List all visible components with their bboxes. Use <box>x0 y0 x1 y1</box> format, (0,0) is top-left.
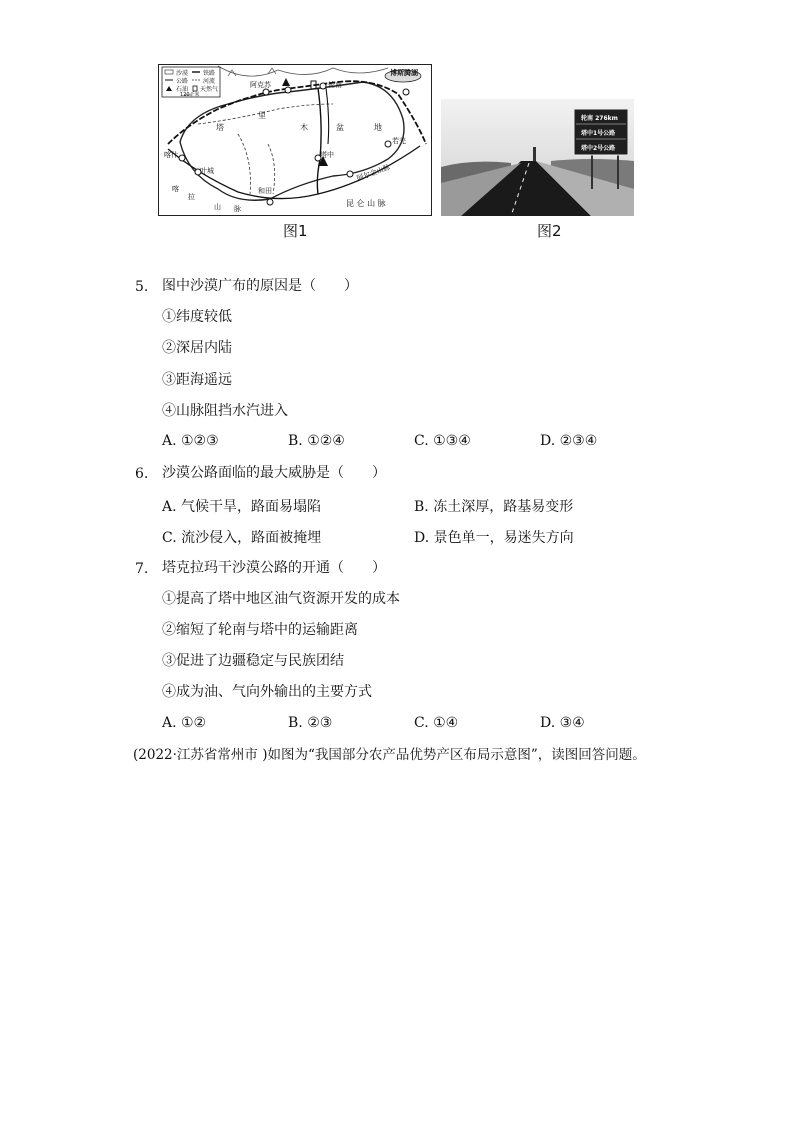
question-5-option-d[interactable]: D. ②③④ <box>540 433 598 449</box>
question-5-option-b[interactable]: B. ①②④ <box>288 433 345 449</box>
figure-2-caption: 图2 <box>537 222 562 240</box>
legend-scale: 120千米 <box>180 92 200 98</box>
question-5-option-c[interactable]: C. ①③④ <box>414 433 471 449</box>
sign-row-2: 塔中1号公路 <box>581 130 616 137</box>
question-6-stem: 沙漠公路面临的最大威胁是（ ） <box>162 465 386 481</box>
label-kunlun-mountains: 昆 仑 山 脉 <box>346 199 386 208</box>
question-5-item-4: ④山脉阻挡水汽进入 <box>162 403 288 419</box>
question-7-number: 7. <box>135 561 149 577</box>
legend-railway: 铁路 <box>203 70 216 77</box>
question-5-item-3: ③距海遥远 <box>162 372 232 388</box>
question-7-option-a[interactable]: A. ①② <box>162 715 207 731</box>
figure-1-map <box>158 64 432 216</box>
label-ruoqiang: 若羌 <box>392 137 406 145</box>
label-mai: 脉 <box>234 205 241 213</box>
legend-oil: 石油 <box>176 86 189 93</box>
label-yecheng: 叶城 <box>200 167 214 175</box>
figure-2-photo <box>441 99 634 216</box>
question-6-option-a[interactable]: A. 气候干旱，路面易塌陷 <box>162 499 322 515</box>
label-shan: 山 <box>214 203 221 211</box>
question-7-item-2: ②缩短了轮南与塔中的运输距离 <box>162 622 358 638</box>
sign-row-3: 塔中2号公路 <box>581 145 616 152</box>
label-bosten-lake: 博斯腾湖 <box>390 69 418 77</box>
label-altun-mountains: 阿尔金山脉 <box>355 163 392 183</box>
question-7-option-b[interactable]: B. ②③ <box>288 715 333 731</box>
question-7-stem: 塔克拉玛干沙漠公路的开通（ ） <box>162 560 386 576</box>
question-7-option-d[interactable]: D. ③④ <box>540 715 585 731</box>
question-5-item-2: ②深居内陆 <box>162 340 232 356</box>
label-ta: 塔 <box>216 123 224 132</box>
sign-row-1: 轮南 276km <box>581 115 618 122</box>
label-hetian: 和田 <box>258 187 272 195</box>
question-6-option-b[interactable]: B. 冻土深厚，路基易变形 <box>414 499 574 515</box>
question-6-option-c[interactable]: C. 流沙侵入，路面被掩埋 <box>162 530 322 546</box>
label-li: 里 <box>258 111 266 120</box>
legend-highway: 公路 <box>176 78 189 85</box>
label-akesu: 阿克苏 <box>250 81 271 89</box>
question-5-number: 5. <box>135 279 149 295</box>
label-mu: 木 <box>300 123 308 132</box>
label-tazhong: 塔中 <box>320 151 334 159</box>
question-7-item-4: ④成为油、气向外输出的主要方式 <box>162 684 372 700</box>
figure-1-caption: 图1 <box>283 222 308 240</box>
question-7-item-3: ③促进了边疆稳定与民族团结 <box>162 653 344 669</box>
legend-river: 河流 <box>203 78 216 85</box>
next-question-intro: (2022·江苏省常州市 )如图为“我国部分农产品优势产区布局示意图”，读图回答问题。 <box>133 747 646 763</box>
label-pen: 盆 <box>336 123 344 132</box>
label-la: 拉 <box>188 193 195 201</box>
label-lunnan: 轮南 <box>328 81 342 89</box>
question-7-item-1: ①提高了塔中地区油气资源开发的成本 <box>162 591 400 607</box>
label-kala: 喀 <box>172 185 179 193</box>
question-5-stem: 图中沙漠广布的原因是（ ） <box>162 278 358 294</box>
label-kashi: 喀什 <box>164 151 178 159</box>
question-6-option-d[interactable]: D. 景色单一，易迷失方向 <box>414 530 574 546</box>
question-5-item-1: ①纬度较低 <box>162 309 232 325</box>
legend-gas: 天然气 <box>200 86 219 93</box>
question-7-option-c[interactable]: C. ①④ <box>414 715 459 731</box>
label-di: 地 <box>374 123 382 132</box>
question-6-number: 6. <box>135 466 149 482</box>
legend-desert: 沙漠 <box>176 70 189 77</box>
question-5-option-a[interactable]: A. ①②③ <box>162 433 219 449</box>
